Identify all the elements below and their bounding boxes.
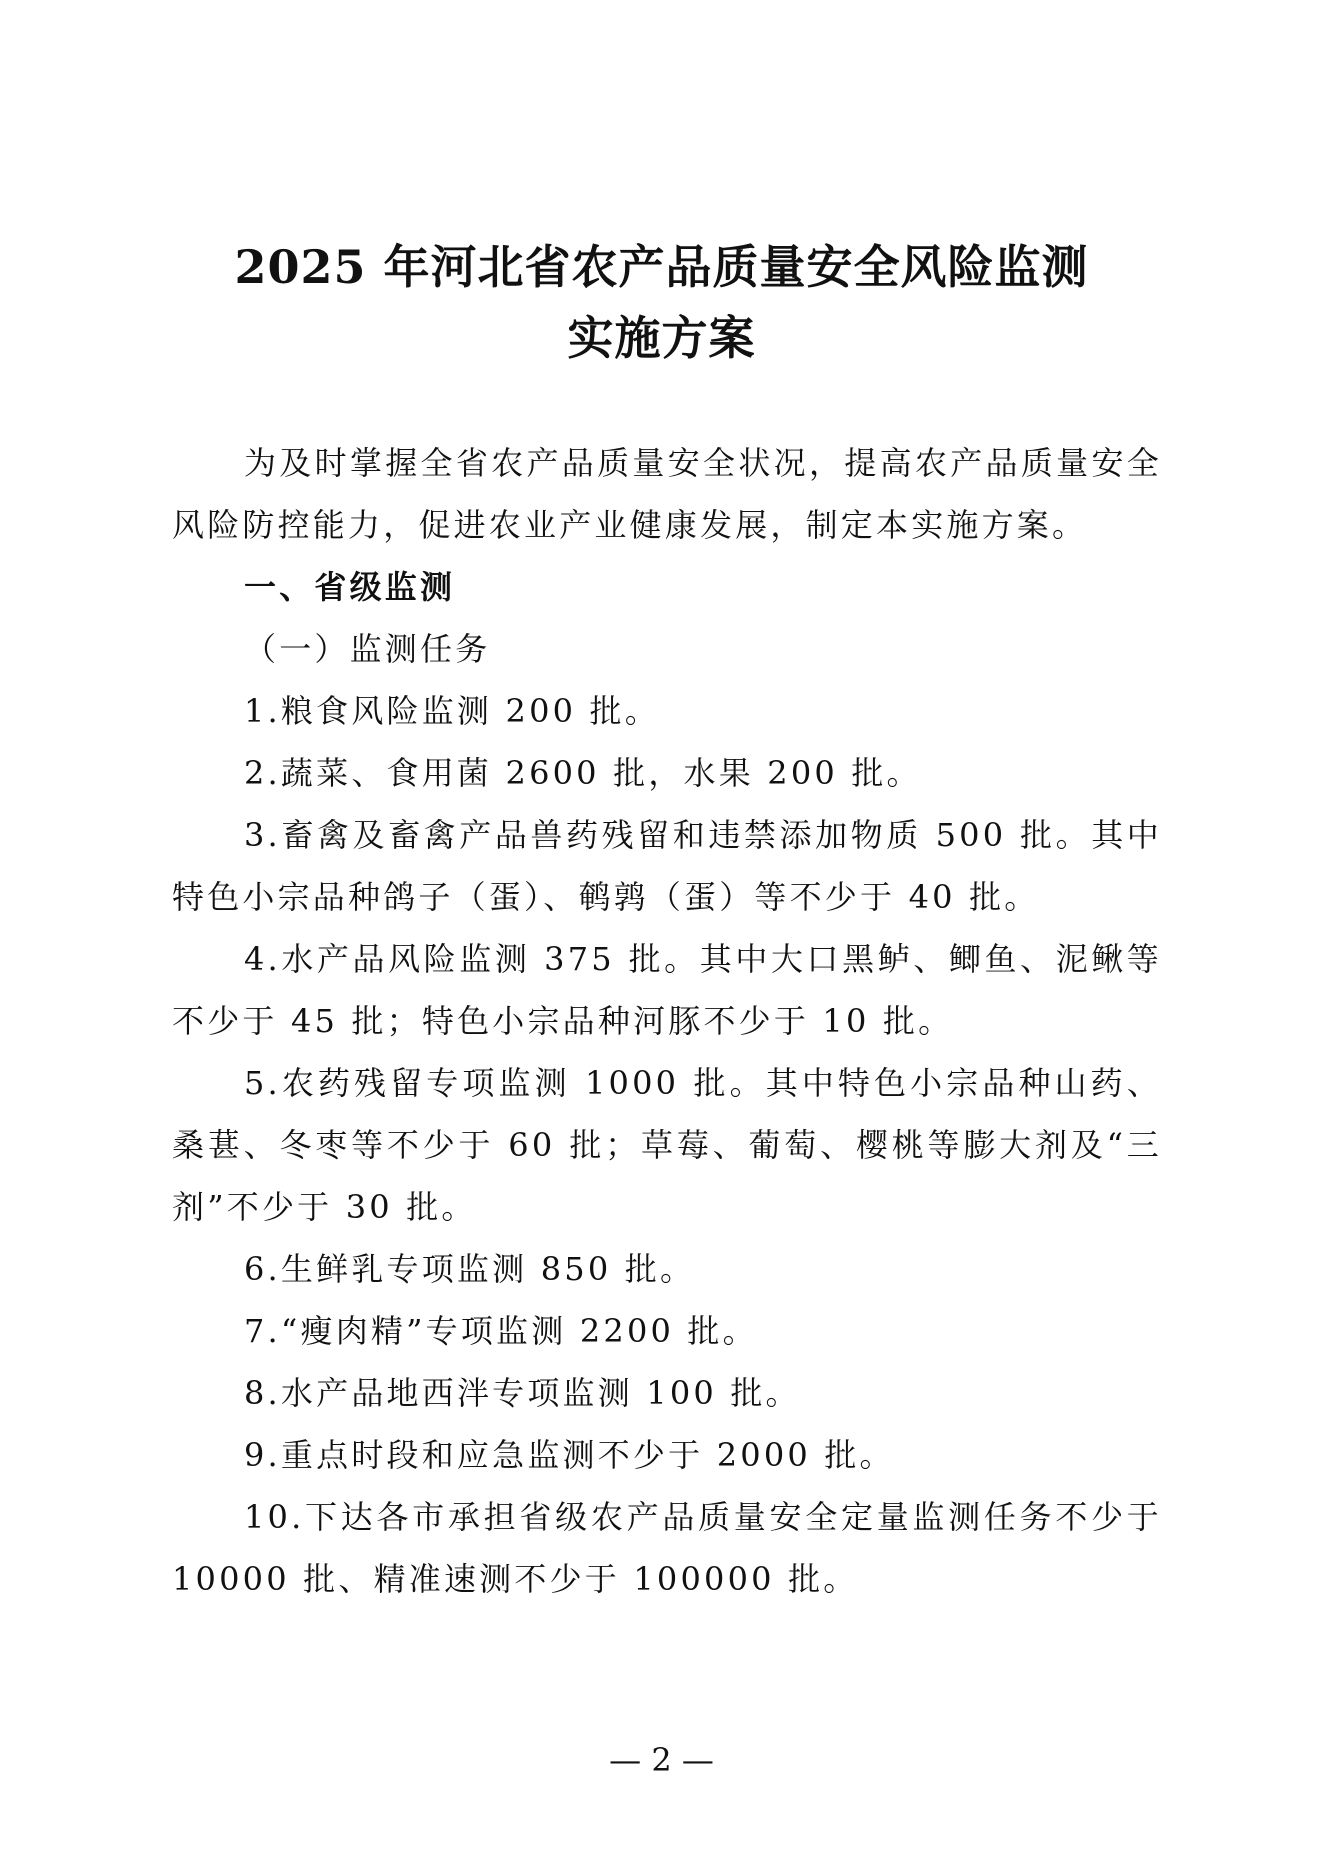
task-item-9: 9.重点时段和应急监测不少于 2000 批。 — [244, 1436, 895, 1474]
task-item-1: 1.粮食风险监测 200 批。 — [244, 692, 660, 730]
section-heading: 一、省级监测 — [244, 568, 456, 606]
document-title-line1: 2025 年河北省农产品质量安全风险监测 — [234, 240, 1089, 294]
task-item-5: 5.农药残留专项监测 1000 批。其中特色小宗品种山药、桑葚、冬枣等不少于 60 批；草莓、葡萄、樱桃等膨大剂及“三剂”不少于 30 批。 — [172, 1064, 1162, 1226]
document-body — [172, 432, 1162, 1610]
task-item-7: 7.“瘦肉精”专项监测 2200 批。 — [244, 1312, 758, 1350]
task-item-2: 2.蔬菜、食用菌 2600 批，水果 200 批。 — [244, 754, 922, 792]
intro-paragraph: 为及时掌握全省农产品质量安全状况，提高农产品质量安全风险防控能力，促进农业产业健康发展，制定本实施方案。 — [172, 444, 1162, 544]
task-item-10: 10.下达各市承担省级农产品质量安全定量监测任务不少于 10000 批、精准速测不少于 100000 批。 — [172, 1498, 1162, 1598]
page-number: — 2 — — [609, 1741, 714, 1779]
subsection-heading: （一）监测任务 — [244, 630, 491, 668]
task-item-4: 4.水产品风险监测 375 批。其中大口黑鲈、鲫鱼、泥鳅等不少于 45 批；特色小宗品种河豚不少于 10 批。 — [172, 940, 1162, 1040]
task-item-3: 3.畜禽及畜禽产品兽药残留和违禁添加物质 500 批。其中特色小宗品种鸽子（蛋）、鹌鹑（蛋）等不少于 40 批。 — [172, 816, 1162, 916]
task-item-6: 6.生鲜乳专项监测 850 批。 — [244, 1250, 696, 1288]
document-title-line2: 实施方案 — [567, 311, 756, 365]
task-item-8: 8.水产品地西泮专项监测 100 批。 — [244, 1374, 801, 1412]
